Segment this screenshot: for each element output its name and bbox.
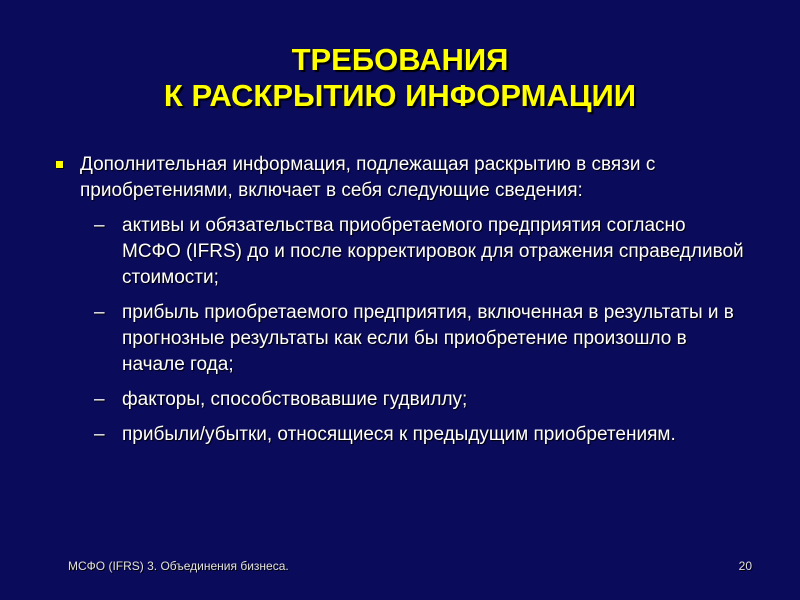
square-bullet-icon [56,161,63,168]
dash-bullet-icon: – [94,389,105,410]
slide-title [0,42,800,114]
dash-bullet-icon: – [94,215,105,236]
dash-bullet-icon: – [94,302,105,323]
dash-bullet-icon: – [94,424,105,445]
sub-item-goodwill [48,387,748,413]
sub-item-text: прибыли/убытки, относящиеся к предыдущим приобретениям. [122,424,676,445]
sub-item-assets [48,213,748,291]
title-line-2: К РАСКРЫТИЮ ИНФОРМАЦИИ [163,78,637,113]
sub-item-gains-losses [48,422,748,448]
sub-item-text: факторы, способствовавшие гудвиллу; [122,389,468,410]
sub-item-text: активы и обязательства приобретаемого предприятия согласно МСФО (IFRS) до и после корректировок для отражения справедливой стоимости; [122,215,744,288]
sub-item-profit [48,300,748,378]
footer-text: МСФО (IFRS) 3. Объединения бизнеса. [68,559,289,573]
slide-content [48,152,748,457]
page-number: 20 [738,559,752,573]
title-line-1: ТРЕБОВАНИЯ [291,42,509,77]
main-bullet-text: Дополнительная информация, подлежащая раскрытию в связи с приобретениями, включает в себя следующие сведения: [80,154,656,201]
sub-item-text: прибыль приобретаемого предприятия, включенная в результаты и в прогнозные результаты как если бы приобретение произошло в начале года; [122,302,734,375]
main-bullet [48,152,748,204]
